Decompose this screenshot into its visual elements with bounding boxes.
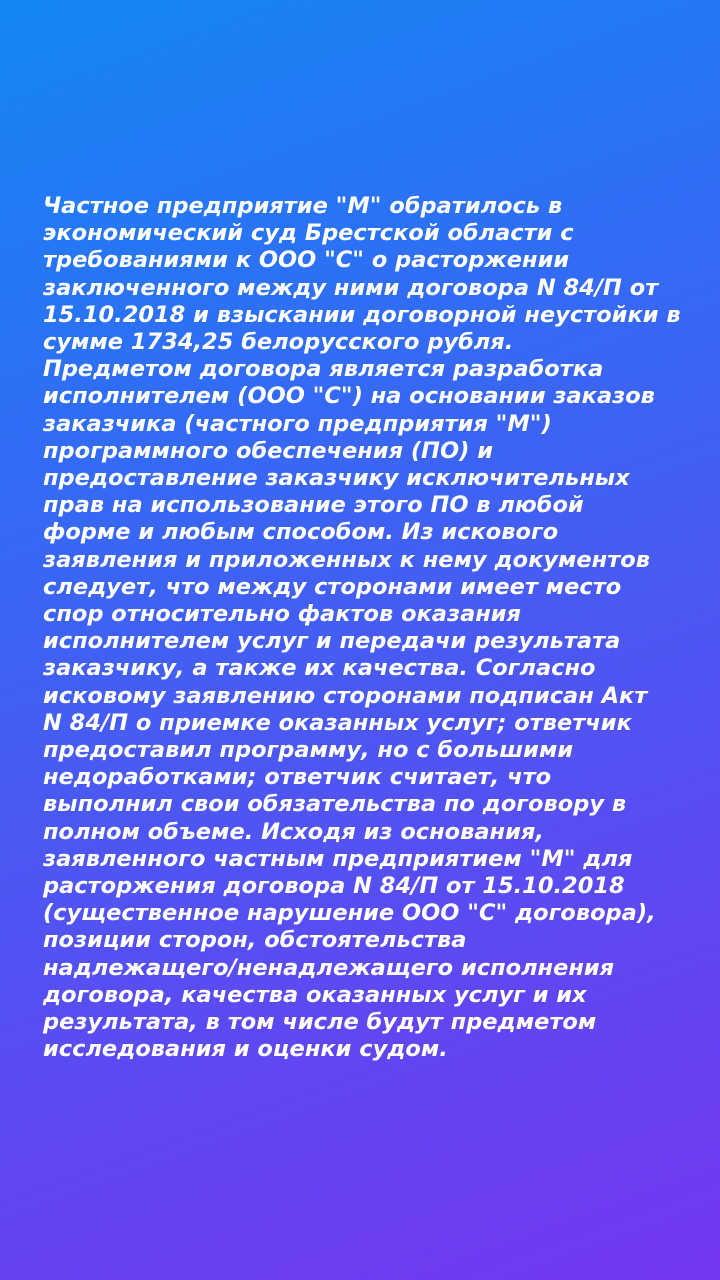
- text-line: N 84/П о приемке оказанных услуг; ответчик: [43, 709, 632, 736]
- text-line: расторжения договора N 84/П от 15.10.2018: [43, 873, 625, 900]
- text-line: заявленного частным предприятием "М" для: [43, 845, 633, 872]
- text-line: исковому заявлению сторонами подписан Акт: [43, 682, 648, 709]
- text-line: требованиями к ООО "С" о расторжении: [43, 247, 570, 274]
- text-line: заказчику, а также их качества. Согласно: [43, 655, 596, 682]
- text-line: заказчика (частного предприятия "М"): [43, 410, 552, 437]
- text-line: сумме 1734,25 белорусского рубля.: [43, 329, 514, 356]
- text-line: (существенное нарушение ООО "С" договора),: [43, 900, 656, 927]
- text-line: следует, что между сторонами имеет место: [43, 573, 622, 600]
- text-line: результата, в том числе будут предметом: [43, 1009, 597, 1036]
- text-line: экономический суд Брестской области с: [43, 220, 574, 247]
- text-line: исследования и оценки судом.: [43, 1036, 448, 1063]
- text-line: форме и любым способом. Из искового: [43, 519, 559, 546]
- story-text: [43, 193, 693, 1064]
- text-line: исполнителем (ООО "С") на основании заказов: [43, 383, 655, 410]
- text-line: недоработками; ответчик считает, что: [43, 764, 552, 791]
- text-line: заявления и приложенных к нему документов: [43, 546, 650, 573]
- text-line: выполнил свои обязательства по договору в: [43, 791, 627, 818]
- text-line: Предметом договора является разработка: [43, 356, 604, 383]
- text-line: предоставил программу, но с большими: [43, 737, 574, 764]
- text-line: позиции сторон, обстоятельства: [43, 927, 467, 954]
- text-line: спор относительно фактов оказания: [43, 601, 522, 628]
- text-line: исполнителем услуг и передачи результата: [43, 628, 621, 655]
- text-line: программного обеспечения (ПО) и: [43, 437, 493, 464]
- text-line: Частное предприятие "М" обратилось в: [43, 193, 563, 219]
- text-line: полном объеме. Исходя из основания,: [43, 818, 544, 845]
- text-line: предоставление заказчику исключительных: [43, 465, 630, 492]
- text-line: надлежащего/ненадлежащего исполнения: [43, 954, 615, 981]
- text-line: 15.10.2018 и взыскании договорной неустойки в: [43, 301, 681, 328]
- text-line: прав на использование этого ПО в любой: [43, 492, 584, 519]
- text-line: договора, качества оказанных услуг и их: [43, 981, 587, 1008]
- text-line: заключенного между ними договора N 84/П от: [43, 274, 659, 301]
